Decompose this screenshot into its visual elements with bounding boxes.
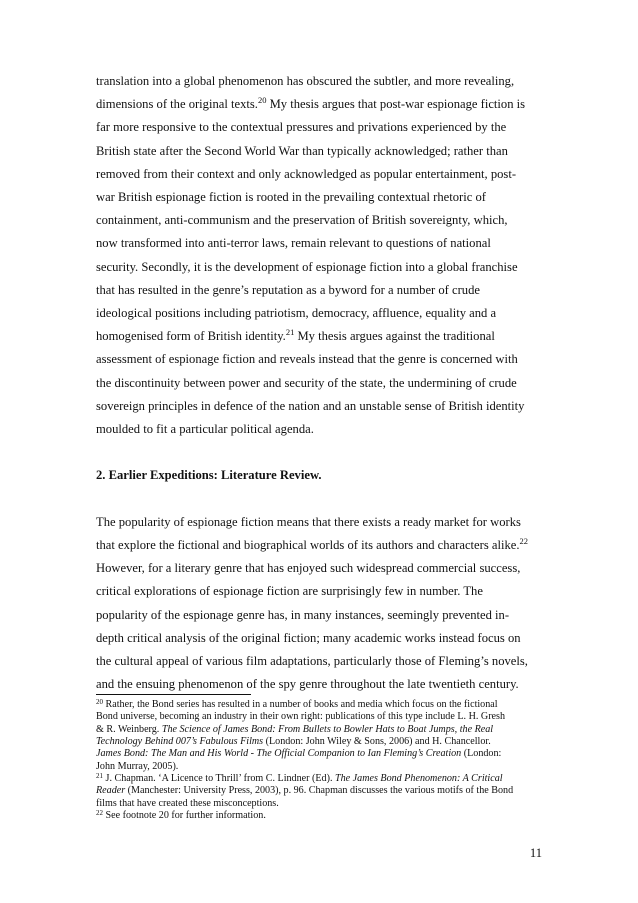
footnote-ref-20[interactable]: 20 — [257, 95, 267, 106]
text-line: popularity of the espionage genre has, in many instances, seemingly prevented in- — [96, 607, 510, 622]
body-text — [96, 70, 546, 696]
footnote-separator — [96, 694, 251, 695]
text-line: the cultural appeal of various film adaptations, particularly those of Fleming’s novels, — [96, 654, 528, 669]
footnote-22: $^{22}$ See footnote 20 for further information. — [96, 809, 266, 822]
text-line: assessment of espionage fiction and reveals instead that the genre is concerned with — [96, 352, 518, 367]
footnote-21: $^{21}$ J. Chapman. ‘A Licence to Thrill’ from C. Lindner (Ed). The James Bond Phenomenon: A Critical Reader (Manchester: University Press, 2003), p. 96. Chapman discusses the various motifs of the Bond films that have created these misconceptions. — [96, 772, 514, 809]
page-number: 11 — [529, 846, 542, 860]
text-line: the discontinuity between power and security of the state, the undermining of crude — [96, 375, 517, 390]
text-line: dimensions of the original texts.$^{20}$ My thesis argues that post-war espionage fiction is — [96, 95, 526, 112]
text-line: far more responsive to the contextual pressures and privations experienced by the — [96, 120, 507, 135]
text-line: removed from their context and only acknowledged as popular entertainment, post- — [96, 166, 517, 181]
text-line: translation into a global phenomenon has obscured the subtler, and more revealing, — [96, 74, 515, 88]
text-line: moulded to fit a particular political agenda. — [96, 422, 314, 437]
text-line: now transformed into anti-terror laws, remain relevant to questions of national — [96, 236, 491, 251]
footnote-number: 22 — [96, 809, 103, 818]
footnote-ref-21[interactable]: 21 — [285, 327, 295, 338]
text-line: sovereign principles in defence of the nation and an unstable sense of British identity — [96, 398, 525, 413]
footnote-number: 21 — [96, 772, 103, 781]
text-line: that has resulted in the genre’s reputation as a byword for a number of crude — [96, 282, 480, 297]
footnote-number: 20 — [96, 698, 103, 706]
text-line: war British espionage fiction is rooted in the prevailing contextual rhetoric of — [96, 190, 486, 205]
text-line: The popularity of espionage fiction means that there exists a ready market for works — [96, 514, 521, 529]
text-line: homogenised form of British identity.$^{21}$ My thesis argues against the traditional — [96, 327, 495, 344]
text-line: containment, anti-communism and the preservation of British sovereignty, which, — [96, 213, 508, 228]
text-line: security. Secondly, it is the development of espionage fiction into a global franchise — [96, 259, 518, 274]
footnote-20: $^{20}$ Rather, the Bond series has resulted in a number of books and media which focus on the fictional Bond universe, becoming an industry in their own right: publications of this type include L. H. Gresh & R. Weinberg. The Science of James Bond: From Bullets to Bowler Hats to Boat Jumps, the Real Technology Behind 007’s Fabulous Films (London: John Wiley & Sons, 2006) and H. Chancellor. James Bond: The Man and His World - The Official Companion to Ian Fleming’s Creation (London: John Murray, 2005). — [96, 698, 506, 772]
text-line: ideological positions including patriotism, democracy, affluence, equality and a — [96, 306, 497, 321]
text-line: However, for a literary genre that has enjoyed such widespread commercial success, — [96, 561, 521, 576]
text-line: depth critical analysis of the original fiction; many academic works instead focus on — [96, 630, 521, 645]
text-line: and the ensuing phenomenon of the spy genre throughout the late twentieth century. — [96, 677, 519, 692]
footnotes — [96, 699, 546, 822]
section-heading: 2. Earlier Expeditions: Literature Review. — [96, 468, 322, 483]
text-line: critical explorations of espionage fiction are surprisingly few in number. The — [96, 584, 483, 599]
text-line: that explore the fictional and biographical worlds of its authors and characters alike.$^{22}$ — [96, 536, 528, 553]
footnote-ref-22[interactable]: 22 — [519, 536, 528, 547]
text-line: British state after the Second World War than typically acknowledged; rather than — [96, 143, 508, 158]
